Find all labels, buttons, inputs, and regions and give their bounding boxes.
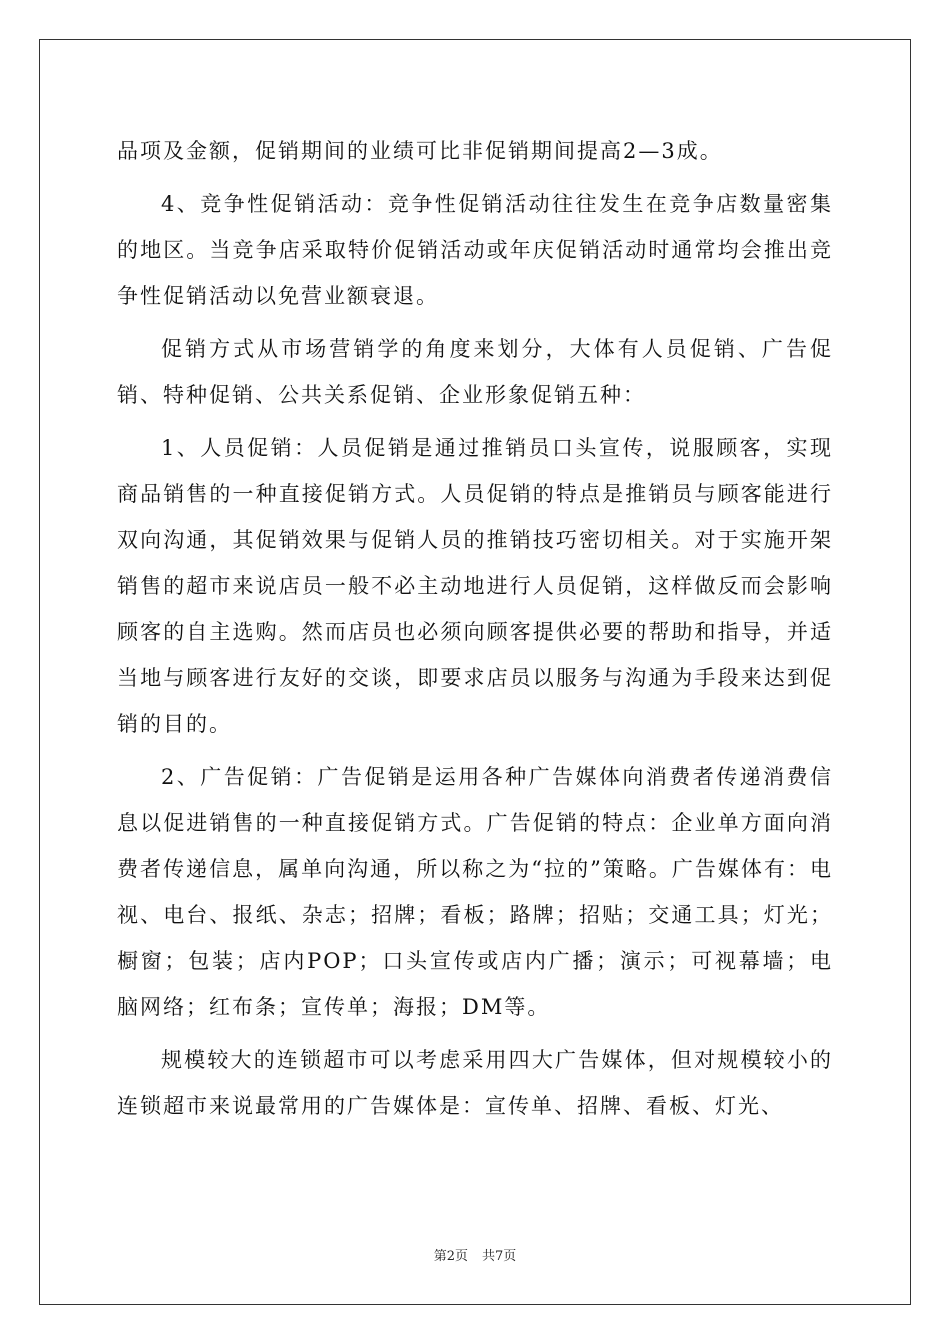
document-body [117,128,833,1129]
paragraph-6: 规模较大的连锁超市可以考虑采用四大广告媒体，但对规模较小的连锁超市来说最常用的广告媒体是：宣传单、招牌、看板、灯光、 [117,1048,833,1118]
page-total: 共7页 [482,1249,517,1264]
paragraph-3: 促销方式从市场营销学的角度来划分，大体有人员促销、广告促销、特种促销、公共关系促销、企业形象促销五种： [117,337,833,407]
page-number: 第2页 [433,1249,468,1264]
paragraph-1: 品项及金额，促销期间的业绩可比非促销期间提高2—3成。 [117,139,723,163]
paragraph-2: 4、竞争性促销活动：竞争性促销活动往往发生在竞争店数量密集的地区。当竞争店采取特价促销活动或年庆促销活动时通常均会推出竞争性促销活动以免营业额衰退。 [117,192,833,308]
paragraph-5: 2、广告促销：广告促销是运用各种广告媒体向消费者传递消费信息以促进销售的一种直接促销方式。广告促销的特点：企业单方面向消费者传递信息，属单向沟通，所以称之为“拉的”策略。广告媒体有：电视、电台、报纸、杂志；招牌；看板；路牌；招贴；交通工具；灯光；橱窗；包装；店内POP；口头宣传或店内广播；演示；可视幕墙；电脑网络；红布条；宣传单；海报；DM等。 [117,765,833,1019]
page-footer [0,1245,950,1264]
paragraph-4: 1、人员促销：人员促销是通过推销员口头宣传，说服顾客，实现商品销售的一种直接促销方式。人员促销的特点是推销员与顾客能进行双向沟通，其促销效果与促销人员的推销技巧密切相关。对于实施开架销售的超市来说店员一般不必主动地进行人员促销，这样做反而会影响顾客的自主选购。然而店员也必须向顾客提供必要的帮助和指导，并适当地与顾客进行友好的交谈，即要求店员以服务与沟通为手段来达到促销的目的。 [117,436,833,736]
